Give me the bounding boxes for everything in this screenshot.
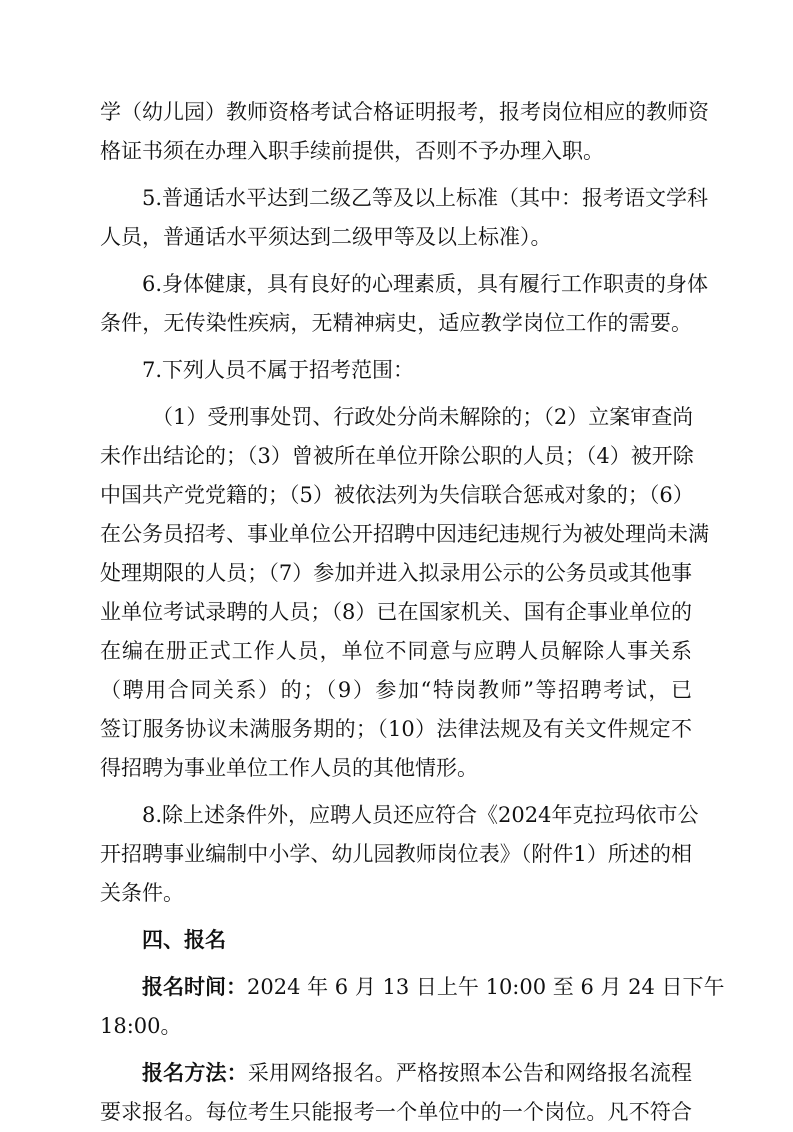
registration-method-line-2: 要求报名。每位考生只能报考一个单位中的一个岗位。凡不符合 <box>100 1100 692 1124</box>
paragraph-line: 关条件。 <box>100 881 184 905</box>
registration-time-line <box>100 968 725 1007</box>
paragraph-line: 中国共产党党籍的；（5）被依法列为失信联合惩戒对象的；（6） <box>100 483 694 507</box>
paragraph-line: 开招聘事业编制中小学、幼儿园教师岗位表》（附件1）所述的相 <box>100 842 692 866</box>
paragraph-line: （聘用合同关系）的；（9）参加“特岗教师”等招聘考试，已 <box>100 678 692 702</box>
paragraph-line: 得招聘为事业单位工作人员的其他情形。 <box>100 756 478 780</box>
paragraph-line: 在编在册正式工作人员，单位不同意与应聘人员解除人事关系 <box>100 639 692 663</box>
registration-time-label: 报名时间： <box>142 975 247 999</box>
registration-method-text: 采用网络报名。严格按照本公告和网络报名流程 <box>247 1061 693 1085</box>
registration-method-line <box>100 1054 692 1093</box>
paragraph-line: 5.普通话水平达到二级乙等及以上标准（其中：报考语文学科 <box>142 186 709 210</box>
paragraph-line: 在公务员招考、事业单位公开招聘中因违纪违规行为被处理尚未满 <box>100 522 709 546</box>
registration-time-text: 2024 年 6 月 13 日上午 10:00 至 6 月 24 日下午 <box>247 975 725 999</box>
section-heading: 四、报名 <box>142 928 226 952</box>
document-page <box>100 93 725 1132</box>
paragraph-line: 未作出结论的；（3）曾被所在单位开除公职的人员；（4）被开除 <box>100 444 694 468</box>
paragraph-line: 6.身体健康，具有良好的心理素质，具有履行工作职责的身体 <box>142 272 709 296</box>
paragraph-line: 7.下列人员不属于招考范围： <box>142 358 415 382</box>
paragraph-line: （1）受刑事处罚、行政处分尚未解除的；（2）立案审查尚 <box>152 405 694 429</box>
paragraph-line: 8.除上述条件外，应聘人员还应符合《2024年克拉玛依市公 <box>142 803 699 827</box>
paragraph-line: 格证书须在办理入职手续前提供，否则不予办理入职。 <box>100 139 604 163</box>
registration-method-label: 报名方法： <box>142 1061 248 1085</box>
paragraph-line: 条件，无传染性疾病，无精神病史，适应教学岗位工作的需要。 <box>100 311 692 335</box>
paragraph-line: 人员，普通话水平须达到二级甲等及以上标准）。 <box>100 225 552 249</box>
paragraph-line: 学（幼儿园）教师资格考试合格证明报考，报考岗位相应的教师资 <box>100 100 709 124</box>
paragraph-line: 签订服务协议未满服务期的；（10）法律法规及有关文件规定不 <box>100 717 692 741</box>
registration-time-line-2: 18:00。 <box>100 1014 182 1038</box>
paragraph-line: 处理期限的人员；（7）参加并进入拟录用公示的公务员或其他事 <box>100 561 692 585</box>
paragraph-line: 业单位考试录聘的人员；（8）已在国家机关、国有企事业单位的 <box>100 600 692 624</box>
